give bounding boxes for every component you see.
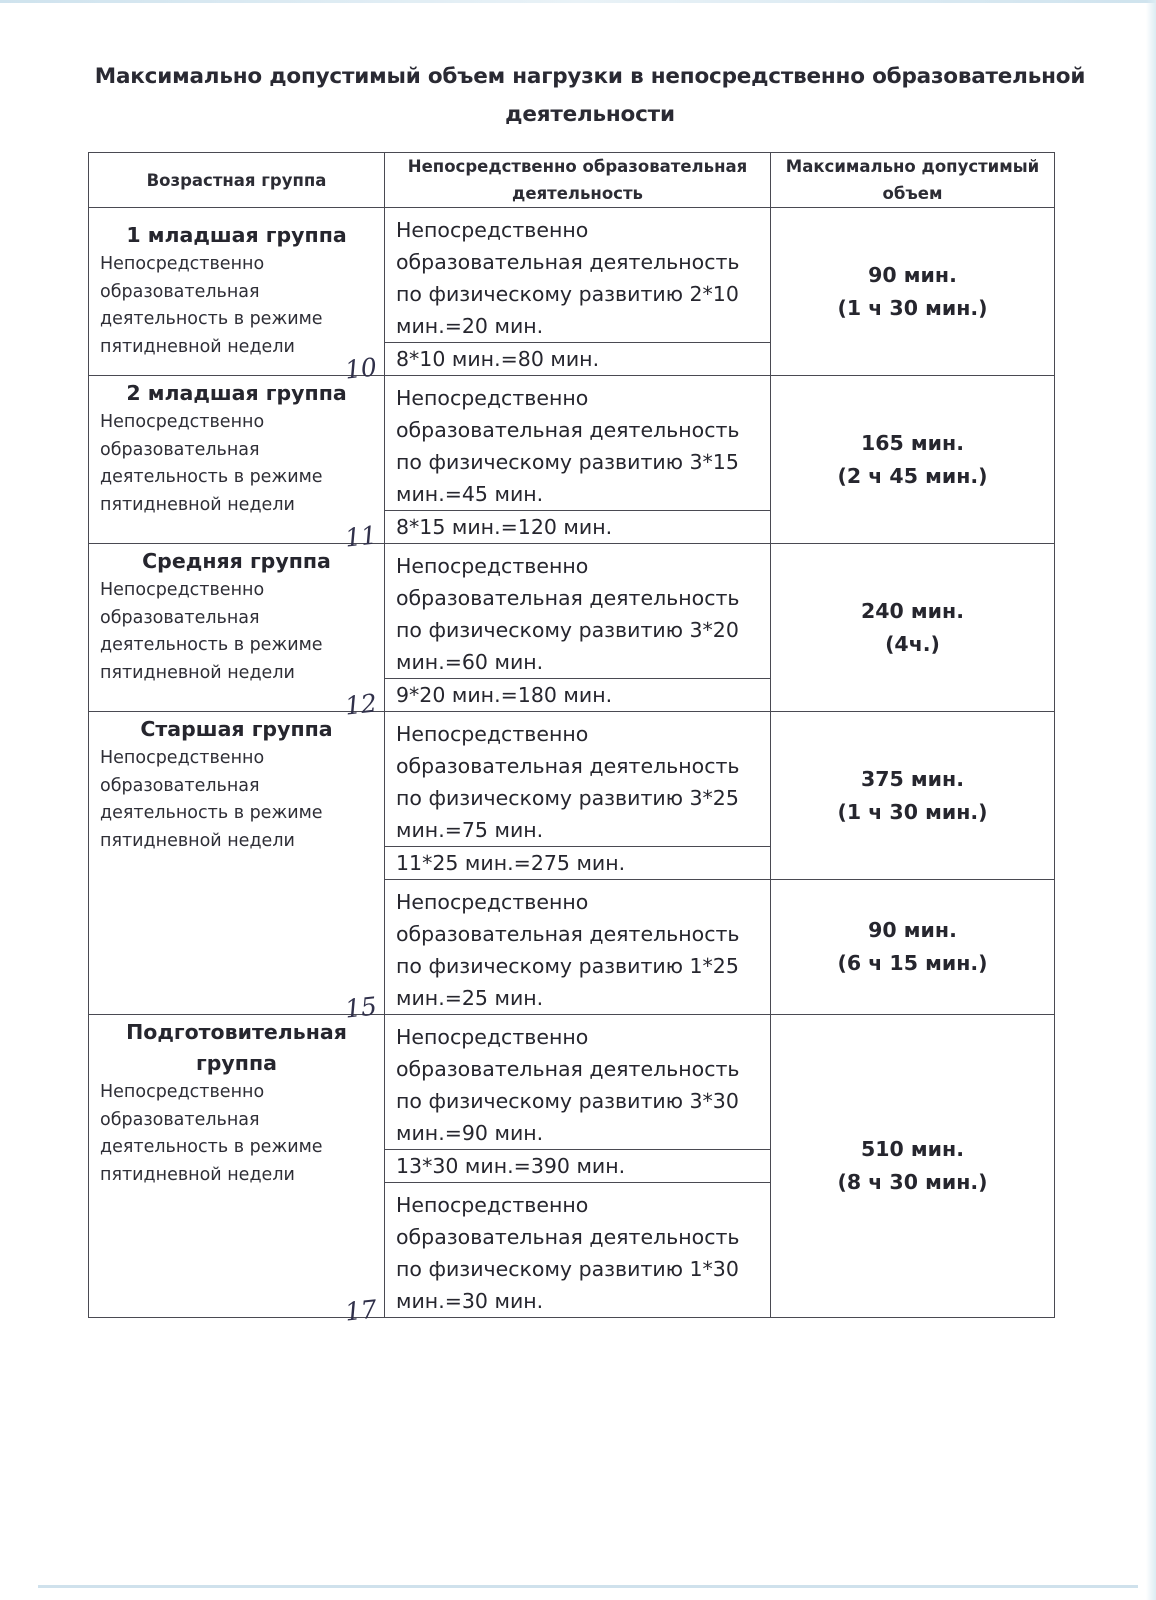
max-minutes: 375 мин. — [860, 766, 964, 791]
max-volume-cell — [771, 376, 1055, 544]
max-minutes: 510 мин. — [860, 1137, 964, 1161]
max-volume-cell — [771, 544, 1055, 712]
max-volume-cell — [771, 712, 1055, 880]
scan-edge-top — [0, 0, 1156, 3]
header-max-volume: Максимально допустимый объем — [771, 153, 1055, 208]
activity-second-cell: Непосредственно образовательная деятельность по физическому развитию 1*25 мин.=25 мин. — [385, 880, 771, 1015]
header-activity: Непосредственно образовательная деятельность — [385, 153, 771, 208]
group-name: Старшая группа — [140, 717, 333, 741]
max-hours: (1 ч 30 мин.) — [837, 295, 988, 320]
load-norms-table — [88, 152, 1055, 1327]
table-row — [89, 1015, 1055, 1150]
age-group-cell — [89, 544, 385, 721]
group-note: Непосредственно образовательная деятельность в режиме пятидневной недели — [100, 1082, 323, 1185]
table-header-row — [89, 153, 1055, 208]
activity-second-cell: Непосредственно образовательная деятельность по физическому развитию 1*30 мин.=30 мин. — [385, 1183, 771, 1318]
table-row — [89, 712, 1055, 847]
handwritten-page-mark: 12 — [343, 688, 379, 721]
age-group-cell — [89, 208, 385, 385]
table-row — [89, 376, 1055, 511]
group-name: 1 младшая группа — [126, 223, 347, 247]
activity-extra-cell: 13*30 мин.=390 мин. — [385, 1150, 771, 1183]
age-group-cell — [89, 376, 385, 553]
activity-cell: Непосредственно образовательная деятельность по физическому развитию 3*25 мин.=75 мин. — [385, 712, 771, 847]
group-note: Непосредственно образовательная деятельность в режиме пятидневной недели — [100, 748, 323, 851]
max-hours: (8 ч 30 мин.) — [837, 1170, 988, 1194]
activity-extra-cell: 9*20 мин.=180 мин. — [385, 679, 771, 712]
max-hours: (2 ч 45 мин.) — [837, 463, 988, 488]
group-note: Непосредственно образовательная деятельность в режиме пятидневной недели — [100, 412, 323, 515]
handwritten-page-mark: 17 — [343, 1294, 379, 1327]
max-minutes: 90 мин. — [868, 262, 957, 287]
scan-edge-bottom — [38, 1585, 1138, 1588]
handwritten-page-mark: 15 — [343, 991, 379, 1024]
group-name: Средняя группа — [142, 549, 331, 573]
max-minutes: 90 мин. — [868, 918, 957, 942]
handwritten-page-mark: 10 — [343, 352, 379, 385]
age-group-cell — [89, 712, 385, 1024]
handwritten-page-mark: 11 — [343, 520, 379, 553]
document-title: Максимально допустимый объем нагрузки в непосредственно образовательной деятельности — [94, 64, 1086, 127]
activity-extra-cell: 11*25 мин.=275 мин. — [385, 847, 771, 880]
max-hours: (4ч.) — [885, 631, 940, 656]
max-hours: (1 ч 30 мин.) — [837, 799, 988, 824]
max-volume-cell — [771, 1015, 1055, 1318]
max-minutes: 240 мин. — [860, 598, 964, 623]
activity-cell: Непосредственно образовательная деятельность по физическому развитию 3*30 мин.=90 мин. — [385, 1015, 771, 1150]
activity-cell: Непосредственно образовательная деятельность по физическому развитию 3*20 мин.=60 мин. — [385, 544, 771, 679]
group-name: 2 младшая группа — [126, 381, 347, 405]
activity-cell: Непосредственно образовательная деятельность по физическому развитию 2*10 мин.=20 мин. — [385, 208, 771, 343]
max-volume-cell — [771, 208, 1055, 376]
group-name: Подготовительная группа — [126, 1020, 347, 1075]
activity-extra-cell: 8*10 мин.=80 мин. — [385, 343, 771, 376]
max-volume-second-cell — [771, 880, 1055, 1015]
scan-edge-right — [1146, 0, 1156, 1600]
group-note: Непосредственно образовательная деятельность в режиме пятидневной недели — [100, 254, 323, 357]
activity-cell: Непосредственно образовательная деятельность по физическому развитию 3*15 мин.=45 мин. — [385, 376, 771, 511]
header-age-group: Возрастная группа — [89, 153, 385, 208]
activity-extra-cell: 8*15 мин.=120 мин. — [385, 511, 771, 544]
table-row — [89, 544, 1055, 679]
table-row — [89, 208, 1055, 343]
max-minutes: 165 мин. — [860, 430, 964, 455]
group-note: Непосредственно образовательная деятельность в режиме пятидневной недели — [100, 580, 323, 683]
age-group-cell — [89, 1015, 385, 1327]
max-hours: (6 ч 15 мин.) — [837, 951, 988, 975]
